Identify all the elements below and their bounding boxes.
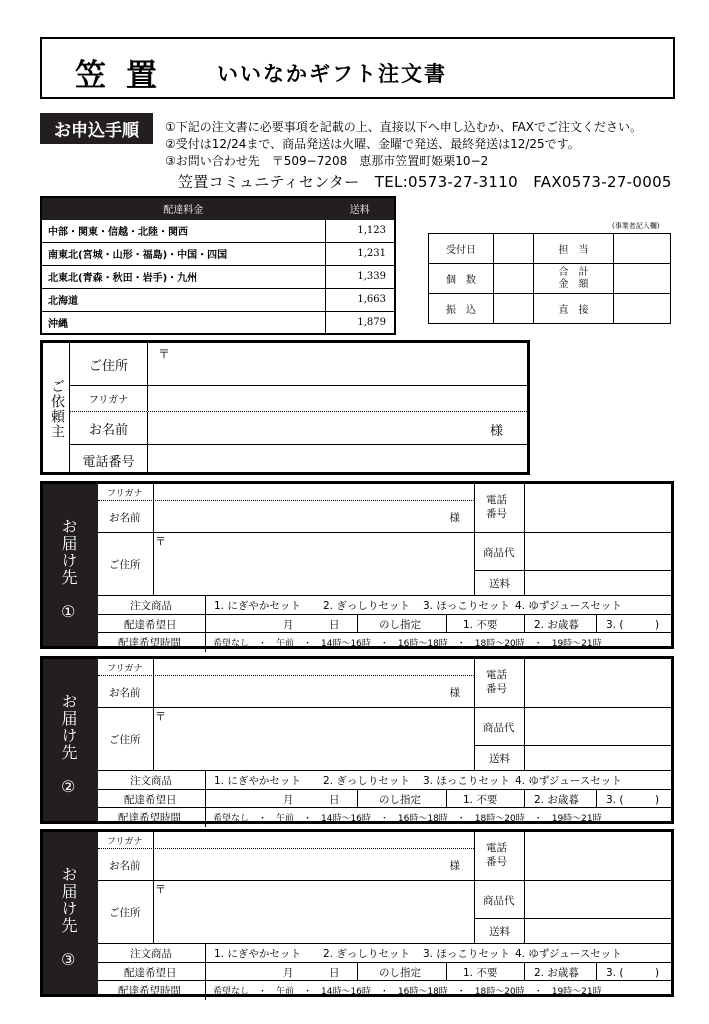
procedure-line-1: ①下記の注文書に必要事項を記載の上、直接以下へ申し込むか、FAXでご注文ください。 — [165, 120, 642, 134]
delivery-furigana-field[interactable] — [153, 659, 474, 675]
client-furigana-field[interactable] — [148, 386, 527, 411]
delivery-date-label: 配達希望日 — [124, 619, 177, 631]
delivery-furigana-label: フリガナ — [107, 837, 143, 847]
delivery-item-option[interactable]: 4. ゆずジュースセット — [515, 775, 622, 787]
office-label: 振 込 — [429, 294, 494, 324]
delivery-date-label: 配達希望日 — [124, 967, 177, 979]
delivery-order-label: 注文商品 — [130, 948, 172, 960]
delivery-item-option[interactable]: 1. にぎやかセット — [214, 948, 301, 960]
rate-fee: 1,879 — [325, 311, 395, 334]
procedure-line-3: ③お問い合わせ先 〒509−7208 恵那市笠置町姫栗10−2 — [165, 154, 489, 168]
delivery-number: ③ — [61, 950, 76, 969]
office-label: 個 数 — [429, 264, 494, 294]
delivery-date-label: 配達希望日 — [124, 794, 177, 806]
delivery-product-price-label: 商品代 — [483, 895, 515, 907]
client-side-label: ご依頼主 — [49, 379, 65, 439]
rate-header-region: 配達料金 — [41, 197, 325, 219]
delivery-product-price-field[interactable] — [525, 533, 674, 570]
delivery-noshi-option[interactable]: 2. お歳暮 — [534, 794, 579, 806]
delivery-phone-label: 電話 番号 — [486, 669, 507, 696]
delivery-time-options[interactable]: 希望なし ・ 午前 ・ 14時〜16時 ・ 16時〜18時 ・ 18時〜20時 ・ 19時〜21時 — [213, 639, 602, 649]
delivery-noshi-option[interactable]: 2. お歳暮 — [534, 619, 579, 631]
delivery-shipping-field[interactable] — [525, 571, 674, 595]
rate-region: 北海道 — [41, 288, 325, 311]
delivery-noshi-option[interactable]: 3. ( ) — [606, 794, 660, 806]
delivery-time-label: 配達希望時間 — [118, 812, 181, 824]
delivery-item-option[interactable]: 2. ぎっしりセット — [323, 948, 410, 960]
office-label: 受付日 — [429, 234, 494, 264]
delivery-section-2 — [40, 656, 674, 824]
delivery-sama: 様 — [449, 687, 460, 699]
rate-table — [40, 196, 396, 335]
title-main: 笠置 — [75, 58, 177, 94]
rate-fee: 1,123 — [325, 219, 395, 242]
office-field[interactable] — [614, 264, 671, 294]
delivery-month-label: 月 — [283, 967, 294, 979]
office-label: 合 計 金 額 — [534, 264, 614, 294]
delivery-name-field[interactable] — [153, 501, 474, 532]
office-field[interactable] — [494, 234, 534, 264]
delivery-noshi-option[interactable]: 1. 不要 — [463, 794, 498, 806]
delivery-noshi-option[interactable]: 1. 不要 — [463, 619, 498, 631]
delivery-postal-mark: 〒 — [155, 535, 166, 548]
delivery-shipping-label: 送料 — [489, 753, 510, 765]
delivery-order-label: 注文商品 — [130, 775, 172, 787]
office-field[interactable] — [614, 294, 671, 324]
delivery-address-label: ご住所 — [109, 559, 141, 571]
client-address-label: ご住所 — [70, 343, 148, 385]
delivery-sama: 様 — [449, 860, 460, 872]
rate-fee: 1,231 — [325, 242, 395, 265]
delivery-noshi-label: のし指定 — [379, 619, 421, 631]
delivery-title: お届け先 — [59, 518, 78, 586]
delivery-header — [43, 659, 98, 821]
client-name-label: お名前 — [70, 412, 148, 444]
office-table — [428, 233, 671, 324]
rate-region: 沖縄 — [41, 311, 325, 334]
delivery-furigana-label: フリガナ — [107, 664, 143, 674]
delivery-noshi-option[interactable]: 1. 不要 — [463, 967, 498, 979]
delivery-month-label: 月 — [283, 794, 294, 806]
delivery-item-option[interactable]: 4. ゆずジュースセット — [515, 948, 622, 960]
delivery-item-option[interactable]: 1. にぎやかセット — [214, 600, 301, 612]
delivery-address-label: ご住所 — [109, 734, 141, 746]
delivery-product-price-label: 商品代 — [483, 547, 515, 559]
delivery-address-field[interactable] — [153, 533, 474, 595]
delivery-section-1 — [40, 481, 674, 649]
delivery-date-field[interactable] — [206, 963, 357, 980]
client-address-field[interactable] — [148, 343, 527, 385]
rate-region: 南東北(宮城・山形・福島)・中国・四国 — [41, 242, 325, 265]
delivery-phone-field[interactable] — [525, 484, 674, 532]
delivery-item-option[interactable]: 3. ほっこりセット — [423, 775, 510, 787]
delivery-time-options[interactable]: 希望なし ・ 午前 ・ 14時〜16時 ・ 16時〜18時 ・ 18時〜20時 ・ 19時〜21時 — [213, 814, 602, 824]
rate-header-fee: 送料 — [325, 197, 395, 219]
delivery-noshi-label: のし指定 — [379, 967, 421, 979]
delivery-noshi-label: のし指定 — [379, 794, 421, 806]
delivery-day-label: 日 — [329, 619, 340, 631]
office-field[interactable] — [494, 264, 534, 294]
delivery-furigana-label: フリガナ — [107, 489, 143, 499]
delivery-header — [43, 484, 98, 646]
procedure-line-2: ②受付は12/24まで、商品発送は火曜、金曜で発送、最終発送は12/25です。 — [165, 137, 580, 151]
delivery-time-label: 配達希望時間 — [118, 637, 181, 649]
delivery-item-option[interactable]: 4. ゆずジュースセット — [515, 600, 622, 612]
delivery-name-label: お名前 — [109, 687, 141, 699]
title-box — [40, 37, 675, 99]
delivery-title: お届け先 — [59, 693, 78, 761]
delivery-shipping-label: 送料 — [489, 926, 510, 938]
client-phone-field[interactable] — [148, 445, 527, 475]
office-label: 直 接 — [534, 294, 614, 324]
procedure-label: お申込手順 — [40, 113, 153, 144]
delivery-phone-label: 電話 番号 — [486, 842, 507, 869]
delivery-name-label: お名前 — [109, 512, 141, 524]
contact-center: 笠置コミュニティセンター TEL:0573-27-3110 FAX0573-27-0005 — [178, 173, 672, 191]
delivery-phone-field[interactable] — [525, 659, 674, 707]
delivery-month-label: 月 — [283, 619, 294, 631]
delivery-item-option[interactable]: 1. にぎやかセット — [214, 775, 301, 787]
delivery-product-price-field[interactable] — [525, 708, 674, 745]
delivery-title: お届け先 — [59, 866, 78, 934]
delivery-header — [43, 832, 98, 994]
delivery-name-field[interactable] — [153, 849, 474, 880]
delivery-item-option[interactable]: 2. ぎっしりセット — [323, 775, 410, 787]
client-name-field[interactable] — [148, 412, 527, 444]
rate-fee: 1,339 — [325, 265, 395, 288]
client-section — [40, 340, 530, 475]
delivery-furigana-field[interactable] — [153, 484, 474, 500]
client-phone-label: 電話番号 — [70, 445, 148, 475]
rate-fee: 1,663 — [325, 288, 395, 311]
delivery-date-field[interactable] — [206, 615, 357, 632]
delivery-shipping-field[interactable] — [525, 746, 674, 770]
delivery-date-field[interactable] — [206, 790, 357, 807]
office-field[interactable] — [614, 234, 671, 264]
title-sub: いいなかギフト注文書 — [217, 62, 447, 86]
delivery-shipping-label: 送料 — [489, 578, 510, 590]
delivery-name-label: お名前 — [109, 860, 141, 872]
delivery-item-option[interactable]: 3. ほっこりセット — [423, 600, 510, 612]
delivery-product-price-label: 商品代 — [483, 722, 515, 734]
delivery-item-option[interactable]: 2. ぎっしりセット — [323, 600, 410, 612]
delivery-day-label: 日 — [329, 794, 340, 806]
office-note: (事業者記入欄) — [612, 222, 660, 230]
rate-region: 北東北(青森・秋田・岩手)・九州 — [41, 265, 325, 288]
delivery-section-3 — [40, 829, 674, 997]
rate-region: 中部・関東・信越・北陸・関西 — [41, 219, 325, 242]
delivery-noshi-option[interactable]: 2. お歳暮 — [534, 967, 579, 979]
delivery-day-label: 日 — [329, 967, 340, 979]
delivery-address-field[interactable] — [153, 881, 474, 943]
client-sama: 様 — [489, 424, 503, 439]
delivery-number: ② — [61, 777, 76, 796]
delivery-furigana-field[interactable] — [153, 832, 474, 848]
delivery-address-label: ご住所 — [109, 907, 141, 919]
delivery-order-label: 注文商品 — [130, 600, 172, 612]
delivery-noshi-option[interactable]: 3. ( ) — [606, 619, 660, 631]
delivery-product-price-field[interactable] — [525, 881, 674, 918]
delivery-noshi-option[interactable]: 3. ( ) — [606, 967, 660, 979]
delivery-name-field[interactable] — [153, 676, 474, 707]
delivery-phone-label: 電話 番号 — [486, 494, 507, 521]
delivery-time-options[interactable]: 希望なし ・ 午前 ・ 14時〜16時 ・ 16時〜18時 ・ 18時〜20時 ・ 19時〜21時 — [213, 987, 602, 997]
delivery-item-option[interactable]: 3. ほっこりセット — [423, 948, 510, 960]
delivery-postal-mark: 〒 — [155, 883, 166, 896]
delivery-phone-field[interactable] — [525, 832, 674, 880]
delivery-address-field[interactable] — [153, 708, 474, 770]
client-furigana-label: フリガナ — [70, 386, 148, 411]
delivery-postal-mark: 〒 — [155, 710, 166, 723]
client-postal-mark: 〒 — [158, 347, 171, 361]
delivery-sama: 様 — [449, 512, 460, 524]
office-field[interactable] — [494, 294, 534, 324]
delivery-time-label: 配達希望時間 — [118, 985, 181, 997]
office-label: 担 当 — [534, 234, 614, 264]
delivery-shipping-field[interactable] — [525, 919, 674, 943]
delivery-number: ① — [61, 602, 76, 621]
